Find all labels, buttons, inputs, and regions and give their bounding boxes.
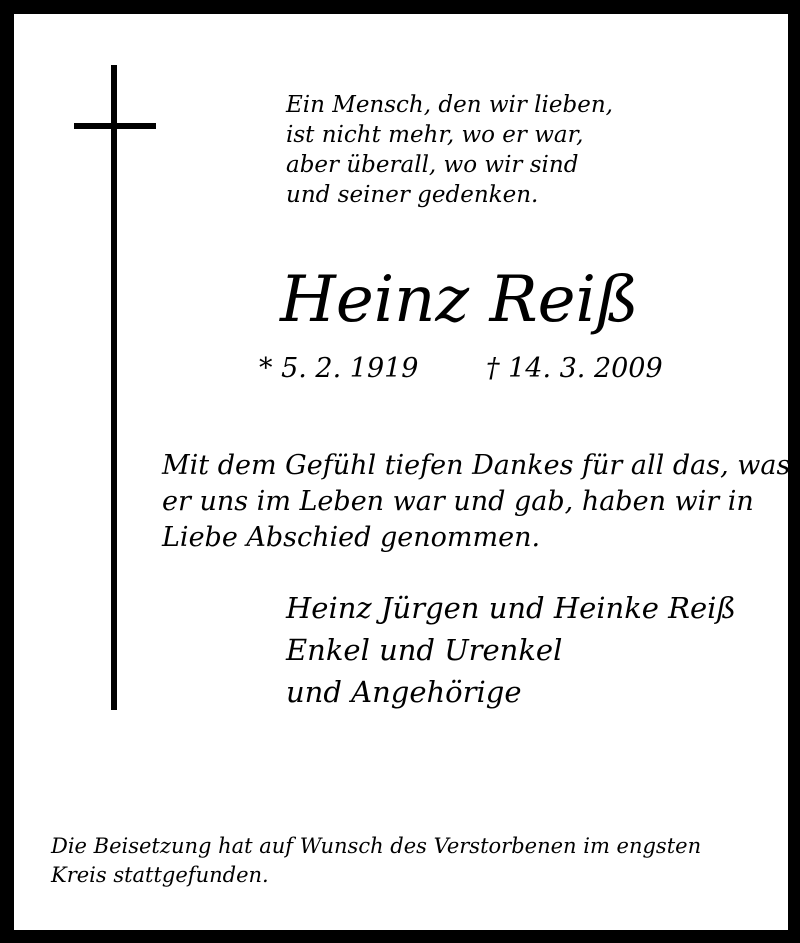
thanks-text (162, 448, 790, 556)
memorial-poem (286, 90, 613, 210)
thanks-line: Liebe Abschied genommen. (162, 522, 541, 553)
deceased-name: Heinz Reiß (280, 263, 639, 337)
death-date: † 14. 3. 2009 (486, 353, 663, 384)
poem-line: Ein Mensch, den wir lieben, (286, 92, 613, 118)
poem-line: und seiner gedenken. (286, 182, 539, 208)
cross-horizontal-bar (74, 123, 156, 129)
cross-vertical-bar (111, 65, 117, 710)
mourner-line: Heinz Jürgen und Heinke Reiß (286, 591, 736, 625)
thanks-line: er uns im Leben war und gab, haben wir in (162, 486, 754, 517)
mourner-line: Enkel und Urenkel (286, 633, 563, 667)
burial-note-line: Kreis stattgefunden. (51, 863, 269, 887)
burial-note (51, 832, 701, 890)
mourners-list (286, 587, 736, 713)
mourner-line: und Angehörige (286, 675, 522, 709)
poem-line: ist nicht mehr, wo er war, (286, 122, 584, 148)
poem-line: aber überall, wo wir sind (286, 152, 579, 178)
burial-note-line: Die Beisetzung hat auf Wunsch des Verstorbenen im engsten (51, 834, 702, 858)
thanks-line: Mit dem Gefühl tiefen Dankes für all das, was (162, 450, 791, 481)
birth-date: * 5. 2. 1919 (259, 353, 419, 384)
